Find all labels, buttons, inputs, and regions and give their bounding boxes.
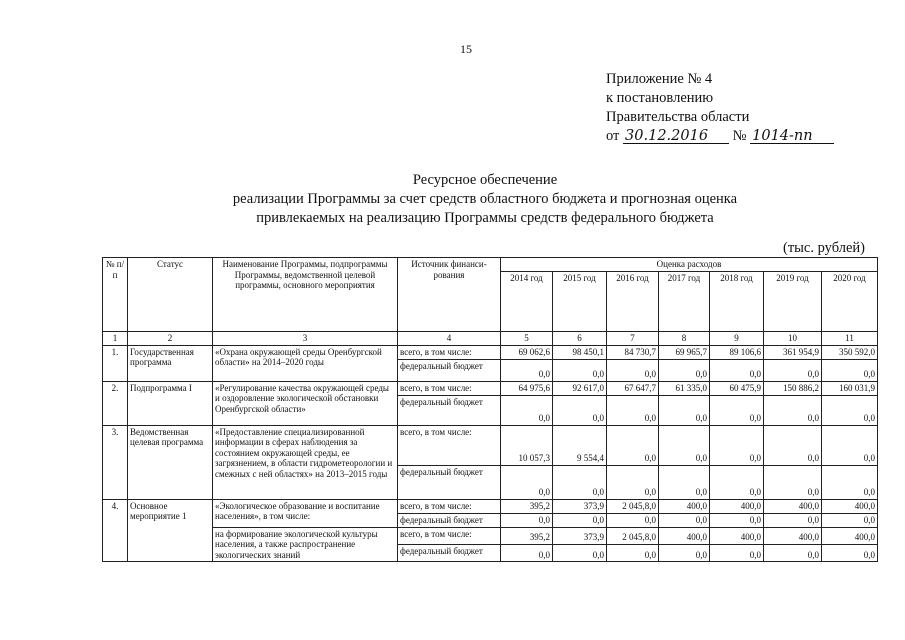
value-cell: 0,0 bbox=[822, 395, 878, 425]
row-number: 2. bbox=[103, 381, 128, 425]
value-cell: 0,0 bbox=[659, 465, 710, 499]
value-cell: 395,2 bbox=[501, 527, 553, 544]
header-num: № п/п bbox=[103, 258, 128, 332]
table-row bbox=[103, 425, 878, 465]
value-cell: 0,0 bbox=[764, 513, 822, 527]
title-line-2: реализации Программы за счет средств областного бюджета и прогнозная оценка bbox=[232, 191, 738, 207]
row-number: 3. bbox=[103, 425, 128, 499]
value-cell: 9 554,4 bbox=[553, 425, 607, 465]
value-cell: 0,0 bbox=[553, 513, 607, 527]
value-cell: 0,0 bbox=[710, 395, 764, 425]
appendix-line-3: Правительства области bbox=[606, 109, 750, 125]
document-title bbox=[150, 171, 820, 228]
value-cell: 400,0 bbox=[764, 527, 822, 544]
subrow-name: на формирование экологической культуры населения, а также распространение экологических знаний bbox=[213, 527, 398, 562]
row-source: федеральный бюджет bbox=[398, 359, 501, 381]
value-cell: 0,0 bbox=[822, 425, 878, 465]
header-status: Статус bbox=[128, 258, 213, 332]
value-cell: 0,0 bbox=[710, 544, 764, 561]
column-number-4: 4 bbox=[398, 332, 501, 346]
value-cell: 0,0 bbox=[659, 359, 710, 381]
value-cell: 361 954,9 bbox=[764, 345, 822, 359]
header-year-6: 2019 год bbox=[764, 272, 822, 332]
title-line-3: привлекаемых на реализацию Программы средств федерального бюджета bbox=[256, 210, 714, 226]
value-cell: 0,0 bbox=[607, 513, 659, 527]
row-source: федеральный бюджет bbox=[398, 513, 501, 527]
date-prefix: от bbox=[606, 128, 620, 144]
row-name: «Регулирование качества окружающей среды и оздоровление экологической обстановки Оренбургской области» bbox=[213, 381, 398, 425]
value-cell: 61 335,0 bbox=[659, 381, 710, 395]
row-source: всего, в том числе: bbox=[398, 381, 501, 395]
value-cell: 0,0 bbox=[607, 425, 659, 465]
header-year-4: 2017 год bbox=[659, 272, 710, 332]
value-cell: 98 450,1 bbox=[553, 345, 607, 359]
row-name: «Предоставление специализированной информации в сферах наблюдения за состоянием окружающей среды, ее загрязнением, в области гидрометеорологии и смежных с ней областях» на 2013–2015 годы bbox=[213, 425, 398, 499]
value-cell: 400,0 bbox=[764, 499, 822, 513]
value-cell: 0,0 bbox=[822, 359, 878, 381]
header-year-7: 2020 год bbox=[822, 272, 878, 332]
value-cell: 2 045,8,0 bbox=[607, 499, 659, 513]
value-cell: 0,0 bbox=[659, 425, 710, 465]
value-cell: 84 730,7 bbox=[607, 345, 659, 359]
value-cell: 0,0 bbox=[501, 544, 553, 561]
value-cell: 350 592,0 bbox=[822, 345, 878, 359]
row-source: всего, в том числе: bbox=[398, 499, 501, 513]
row-source: всего, в том числе: bbox=[398, 425, 501, 465]
value-cell: 150 886,2 bbox=[764, 381, 822, 395]
value-cell: 67 647,7 bbox=[607, 381, 659, 395]
appendix-line-1: Приложение № 4 bbox=[606, 71, 713, 87]
row-source: федеральный бюджет bbox=[398, 544, 501, 561]
value-cell: 0,0 bbox=[710, 425, 764, 465]
column-number-7: 7 bbox=[607, 332, 659, 346]
value-cell: 89 106,6 bbox=[710, 345, 764, 359]
column-number-9: 9 bbox=[710, 332, 764, 346]
value-cell: 0,0 bbox=[659, 513, 710, 527]
header-source: Источник финанси-рования bbox=[398, 258, 501, 332]
column-number-10: 10 bbox=[764, 332, 822, 346]
value-cell: 92 617,0 bbox=[553, 381, 607, 395]
table-row bbox=[103, 499, 878, 513]
value-cell: 0,0 bbox=[659, 544, 710, 561]
value-cell: 0,0 bbox=[764, 395, 822, 425]
row-status: Основное мероприятие 1 bbox=[128, 499, 213, 562]
value-cell: 69 965,7 bbox=[659, 345, 710, 359]
column-number-2: 2 bbox=[128, 332, 213, 346]
header-name: Наименование Программы, подпрограммы Программы, ведомственной целевой программы, основного мероприятия bbox=[213, 258, 398, 332]
column-number-3: 3 bbox=[213, 332, 398, 346]
row-number: 1. bbox=[103, 345, 128, 381]
value-cell: 0,0 bbox=[710, 359, 764, 381]
value-cell: 0,0 bbox=[553, 465, 607, 499]
value-cell: 10 057,3 bbox=[501, 425, 553, 465]
row-name: «Экологическое образование и воспитание населения», в том числе: bbox=[213, 499, 398, 527]
value-cell: 0,0 bbox=[501, 395, 553, 425]
value-cell: 0,0 bbox=[822, 544, 878, 561]
value-cell: 0,0 bbox=[710, 465, 764, 499]
appendix-block bbox=[606, 70, 834, 146]
header-year-1: 2014 год bbox=[501, 272, 553, 332]
value-cell: 60 475,9 bbox=[710, 381, 764, 395]
value-cell: 64 975,6 bbox=[501, 381, 553, 395]
handwritten-number: 1014-пп bbox=[750, 130, 834, 144]
column-number-6: 6 bbox=[553, 332, 607, 346]
value-cell: 373,9 bbox=[553, 527, 607, 544]
value-cell: 0,0 bbox=[501, 465, 553, 499]
row-source: всего, в том числе: bbox=[398, 527, 501, 544]
table-row bbox=[103, 345, 878, 359]
column-number-1: 1 bbox=[103, 332, 128, 346]
column-number-11: 11 bbox=[822, 332, 878, 346]
value-cell: 0,0 bbox=[764, 359, 822, 381]
value-cell: 400,0 bbox=[822, 499, 878, 513]
column-number-5: 5 bbox=[501, 332, 553, 346]
value-cell: 0,0 bbox=[710, 513, 764, 527]
value-cell: 2 045,8,0 bbox=[607, 527, 659, 544]
table-row bbox=[103, 381, 878, 395]
value-cell: 0,0 bbox=[764, 425, 822, 465]
value-cell: 373,9 bbox=[553, 499, 607, 513]
value-cell: 395,2 bbox=[501, 499, 553, 513]
column-number-8: 8 bbox=[659, 332, 710, 346]
value-cell: 400,0 bbox=[710, 527, 764, 544]
number-prefix: № bbox=[732, 128, 747, 144]
row-source: федеральный бюджет bbox=[398, 395, 501, 425]
value-cell: 0,0 bbox=[553, 544, 607, 561]
row-status: Ведомственная целевая программа bbox=[128, 425, 213, 499]
title-line-1: Ресурсное обеспечение bbox=[412, 172, 558, 188]
header-year-5: 2018 год bbox=[710, 272, 764, 332]
row-status: Государственная программа bbox=[128, 345, 213, 381]
row-number: 4. bbox=[103, 499, 128, 562]
resource-table bbox=[102, 257, 878, 562]
row-source: всего, в том числе: bbox=[398, 345, 501, 359]
value-cell: 69 062,6 bbox=[501, 345, 553, 359]
value-cell: 400,0 bbox=[659, 499, 710, 513]
value-cell: 0,0 bbox=[607, 359, 659, 381]
table-row bbox=[103, 527, 878, 544]
value-cell: 0,0 bbox=[553, 395, 607, 425]
value-cell: 0,0 bbox=[822, 513, 878, 527]
value-cell: 0,0 bbox=[501, 359, 553, 381]
row-status: Подпрограмма I bbox=[128, 381, 213, 425]
value-cell: 0,0 bbox=[607, 544, 659, 561]
value-cell: 0,0 bbox=[659, 395, 710, 425]
header-estimate: Оценка расходов bbox=[501, 258, 878, 272]
units-label: (тыс. рублей) bbox=[783, 240, 865, 256]
appendix-date-line bbox=[606, 127, 834, 146]
value-cell: 160 031,9 bbox=[822, 381, 878, 395]
page-number: 15 bbox=[460, 42, 472, 56]
value-cell: 0,0 bbox=[822, 465, 878, 499]
row-name: «Охрана окружающей среды Оренбургской области» на 2014–2020 годы bbox=[213, 345, 398, 381]
header-year-2: 2015 год bbox=[553, 272, 607, 332]
value-cell: 400,0 bbox=[659, 527, 710, 544]
row-source: федеральный бюджет bbox=[398, 465, 501, 499]
appendix-line-2: к постановлению bbox=[606, 90, 714, 106]
value-cell: 400,0 bbox=[822, 527, 878, 544]
value-cell: 0,0 bbox=[607, 395, 659, 425]
value-cell: 0,0 bbox=[764, 465, 822, 499]
value-cell: 0,0 bbox=[553, 359, 607, 381]
value-cell: 400,0 bbox=[710, 499, 764, 513]
handwritten-date: 30.12.2016 bbox=[623, 130, 729, 144]
value-cell: 0,0 bbox=[764, 544, 822, 561]
value-cell: 0,0 bbox=[501, 513, 553, 527]
header-year-3: 2016 год bbox=[607, 272, 659, 332]
value-cell: 0,0 bbox=[607, 465, 659, 499]
